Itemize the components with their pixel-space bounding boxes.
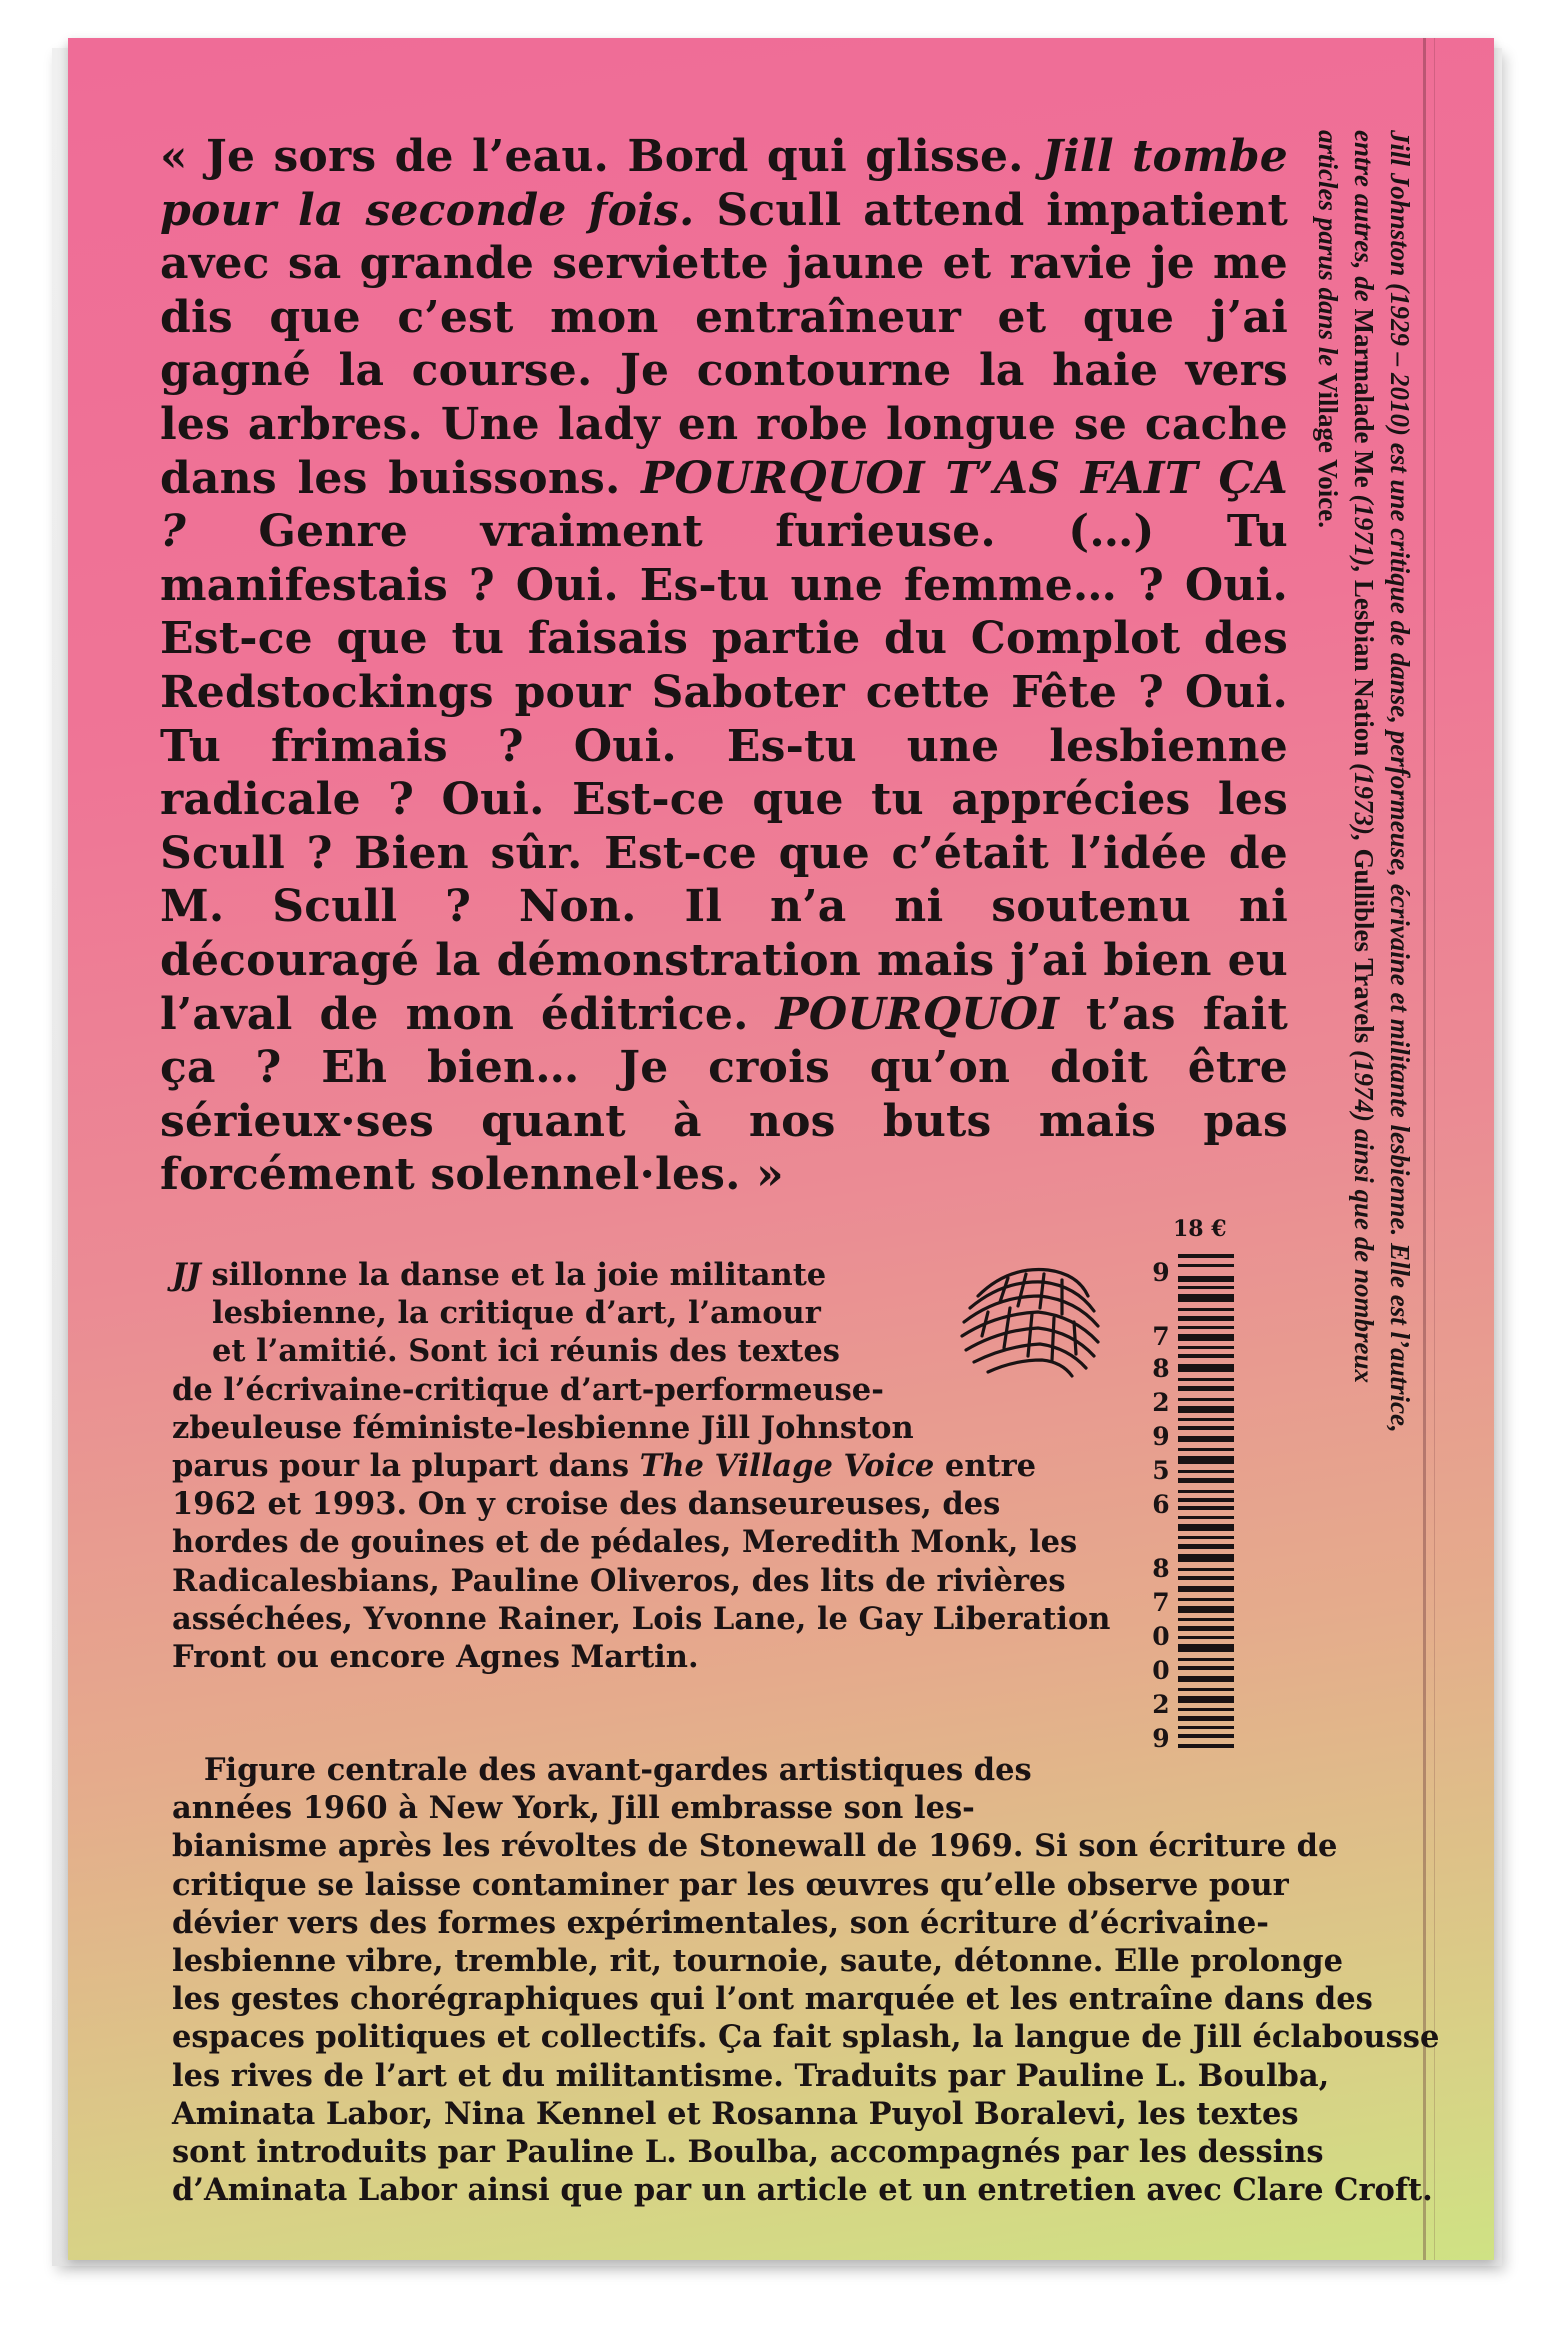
description-line: années 1960 à New York, Jill embrasse son les-: [172, 1790, 975, 1827]
quote-text: Genre vraiment furieuse. (…) Tu manifestais ? Oui. Es-tu une femme… ? Oui. Est-ce que tu faisais partie du Complot des Redstockings pour Saboter cette Fête ? Oui. Tu frimais ? Oui. Es-tu une lesbienne radicale ? Oui. Est-ce que tu apprécies les Scull ? Bien sûr. Est-ce que c’était l’idée de M. Scull ? Non. Il n’a ni soutenu ni découragé la démonstration mais j’ai bien eu l’aval de mon éditrice.: [160, 506, 1288, 1040]
description-line: et l’amitié. Sont ici réunis des textes: [212, 1333, 840, 1370]
description-line: JJ sillonne la danse et la joie militante: [172, 1257, 827, 1293]
description-line: espaces politiques et collectifs. Ça fait splash, la langue de Jill éclabousse: [172, 2019, 1440, 2056]
description-line: Radicalesbians, Pauline Oliveros, des lits de rivières: [172, 1562, 1066, 1599]
isbn-digit: 9: [1152, 1724, 1170, 1753]
quote-italic: POURQUOI: [775, 988, 1060, 1040]
description-line: bianisme après les révoltes de Stonewall de 1969. Si son écriture de: [172, 1828, 1338, 1865]
description-line: Aminata Labor, Nina Kennel et Rosanna Puyol Boralevi, les textes: [172, 2095, 1299, 2132]
description-line: asséchées, Yvonne Rainer, Lois Lane, le Gay Liberation: [172, 1600, 1111, 1637]
isbn-digit: 6: [1152, 1490, 1170, 1519]
isbn-digit: 7: [1152, 1322, 1170, 1351]
quote-italic: POURQUOI T’AS FAIT ÇA ?: [160, 452, 1288, 558]
author-bio-line: Jill Johnston (1929 – 2010) est une critique de danse, performeuse, écrivaine et militante lesbienne. Elle est l’autrice,: [1385, 130, 1415, 1433]
description-line: de l’écrivaine-critique d’art-performeuse-: [172, 1371, 884, 1408]
description-line: zbeuleuse féministe-lesbienne Jill Johnston: [172, 1409, 914, 1446]
description-line: Figure centrale des avant-gardes artistiques des: [172, 1752, 1032, 1788]
description-paragraph-1: [172, 1256, 1111, 1676]
isbn-digit: 0: [1152, 1656, 1170, 1685]
description-line: lesbienne vibre, tremble, rit, tournoie, saute, détonne. Elle prolonge: [172, 1943, 1344, 1980]
author-bio-line: articles parus dans le Village Voice.: [1313, 130, 1343, 529]
description-line: sont introduits par Pauline L. Boulba, accompagnés par les dessins: [172, 2134, 1324, 2171]
quote-text: t’as fait ça ? Eh bien… Je crois qu’on doit être sérieux·ses quant à nos buts mais pas forcément solennel·les. »: [160, 988, 1288, 1201]
description-line: les rives de l’art et du militantisme. Traduits par Pauline L. Boulba,: [172, 2057, 1330, 2094]
description-line: lesbienne, la critique d’art, l’amour: [212, 1295, 821, 1332]
description-line: 1962 et 1993. On y croise des danseureuses, des: [172, 1486, 1001, 1523]
description-line: d’Aminata Labor ainsi que par un article et un entretien avec Clare Croft.: [172, 2172, 1433, 2209]
isbn-digit: 8: [1152, 1554, 1170, 1583]
description-line: hordes de gouines et de pédales, Meredith Monk, les: [172, 1524, 1078, 1561]
isbn-digit: 5: [1152, 1456, 1170, 1485]
isbn-digit: 8: [1152, 1354, 1170, 1383]
description-paragraph-2: [172, 1751, 1439, 2209]
isbn-digit: 9: [1152, 1422, 1170, 1451]
quote-italic: Jill tombe pour la seconde fois.: [160, 131, 1288, 236]
description-line: parus pour la plupart dans The Village Voice entre: [172, 1448, 1037, 1485]
quote-text: Scull attend impatient avec sa grande serviette jaune et ravie je me dis que c’est mon entraîneur et que j’ai gagné la course. Je contourne la haie vers les arbres. Une lady en robe longue se cache dans les buissons.: [160, 184, 1288, 504]
author-bio-line: entre autres, de Marmalade Me (1971), Lesbian Nation (1973), Gullibles Travels (1974) ainsi que de nombreux: [1349, 130, 1379, 1384]
barcode-icon: [1178, 1254, 1234, 1750]
price-label: 18 €: [1173, 1216, 1227, 1242]
book-back-cover: [68, 38, 1494, 2260]
quote-text: « Je sors de l’eau. Bord qui glisse.: [160, 131, 1042, 182]
description-line: dévier vers des formes expérimentales, son écriture d’écrivaine-: [172, 1904, 1269, 1941]
excerpt-quote: [160, 130, 1288, 1202]
isbn-digit: 0: [1152, 1622, 1170, 1651]
author-bio-vertical: [1313, 130, 1418, 1830]
isbn-digit: 2: [1152, 1388, 1170, 1417]
description-line: critique se laisse contaminer par les œuvres qu’elle observe pour: [172, 1866, 1289, 1903]
description-line: Front ou encore Agnes Martin.: [172, 1639, 699, 1676]
isbn-digit: 9: [1152, 1258, 1170, 1287]
isbn-digit: 2: [1152, 1690, 1170, 1719]
isbn-digit: 7: [1152, 1588, 1170, 1617]
description-line: les gestes chorégraphiques qui l’ont marquée et les entraîne dans des: [172, 1981, 1373, 2018]
